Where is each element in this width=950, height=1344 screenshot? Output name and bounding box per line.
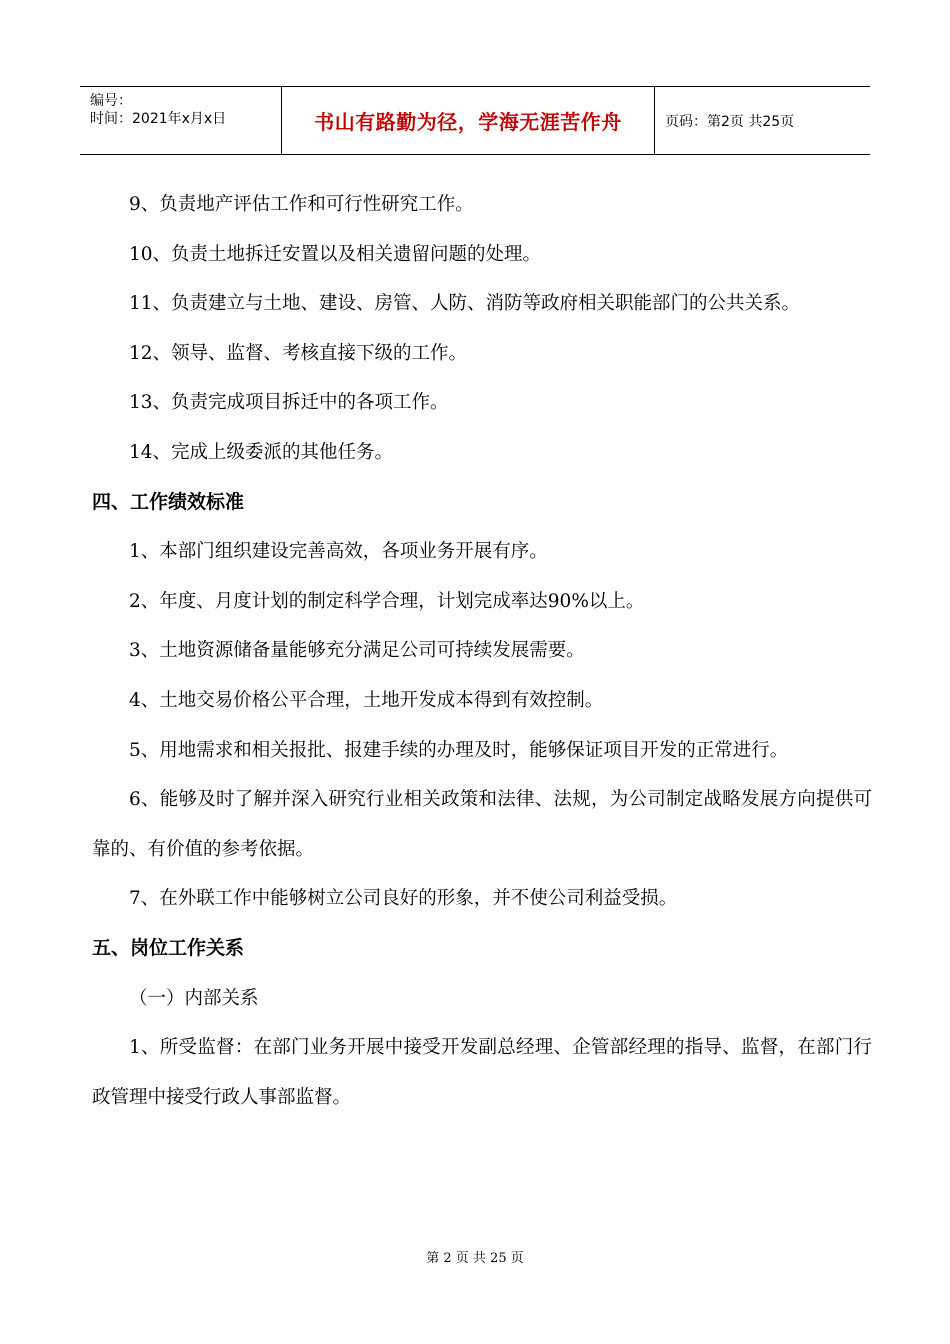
duty-item-13: 13、负责完成项目拆迁中的各项工作。 [129,392,449,414]
date-label: 时间：2021年x月x日 [90,111,227,127]
performance-item-3: 3、土地资源储备量能够充分满足公司可持续发展需要。 [129,640,585,662]
duty-item-12: 12、领导、监督、考核直接下级的工作。 [129,342,468,364]
duty-item-14: 14、完成上级委派的其他任务。 [129,441,394,463]
performance-item-6: 6、能够及时了解并深入研究行业相关政策和法律、法规，为公司制定战略发展方向提供可靠的、有价值的参考依据。 [92,789,872,860]
performance-item-1: 1、本部门组织建设完善高效，各项业务开展有序。 [129,541,548,563]
document-body [92,180,872,1122]
performance-item-5: 5、用地需求和相关报批、报建手续的办理及时，能够保证项目开发的正常进行。 [129,739,789,761]
header-page-info: 页码：第2页 共25页 [665,113,795,130]
duty-item-9: 9、负责地产评估工作和可行性研究工作。 [129,194,474,215]
page-header-table [80,86,870,155]
section-heading-performance: 四、工作绩效标准 [92,490,245,513]
section-heading-relations: 五、岗位工作关系 [92,936,245,959]
header-motto: 书山有路勤为径，学海无涯苦作舟 [281,87,655,154]
page-footer: 第 2 页 共 25 页 [426,1251,524,1266]
serial-number-label: 编号： [90,93,132,109]
header-meta-cell [80,87,281,154]
duty-item-10: 10、负责土地拆迁安置以及相关遗留问题的处理。 [129,243,542,265]
relations-item-1: 1、所受监督：在部门业务开展中接受开发副总经理、企管部经理的指导、监督，在部门行政管理中接受行政人事部监督。 [92,1037,872,1108]
subsection-internal-relations: （一）内部关系 [129,987,259,1009]
performance-item-7: 7、在外联工作中能够树立公司良好的形象，并不使公司利益受损。 [129,888,678,910]
duty-item-11: 11、负责建立与土地、建设、房管、人防、消防等政府相关职能部门的公共关系。 [129,293,801,315]
performance-item-2: 2、年度、月度计划的制定科学合理，计划完成率达90%以上。 [129,590,645,612]
performance-item-4: 4、土地交易价格公平合理，土地开发成本得到有效控制。 [129,689,604,711]
